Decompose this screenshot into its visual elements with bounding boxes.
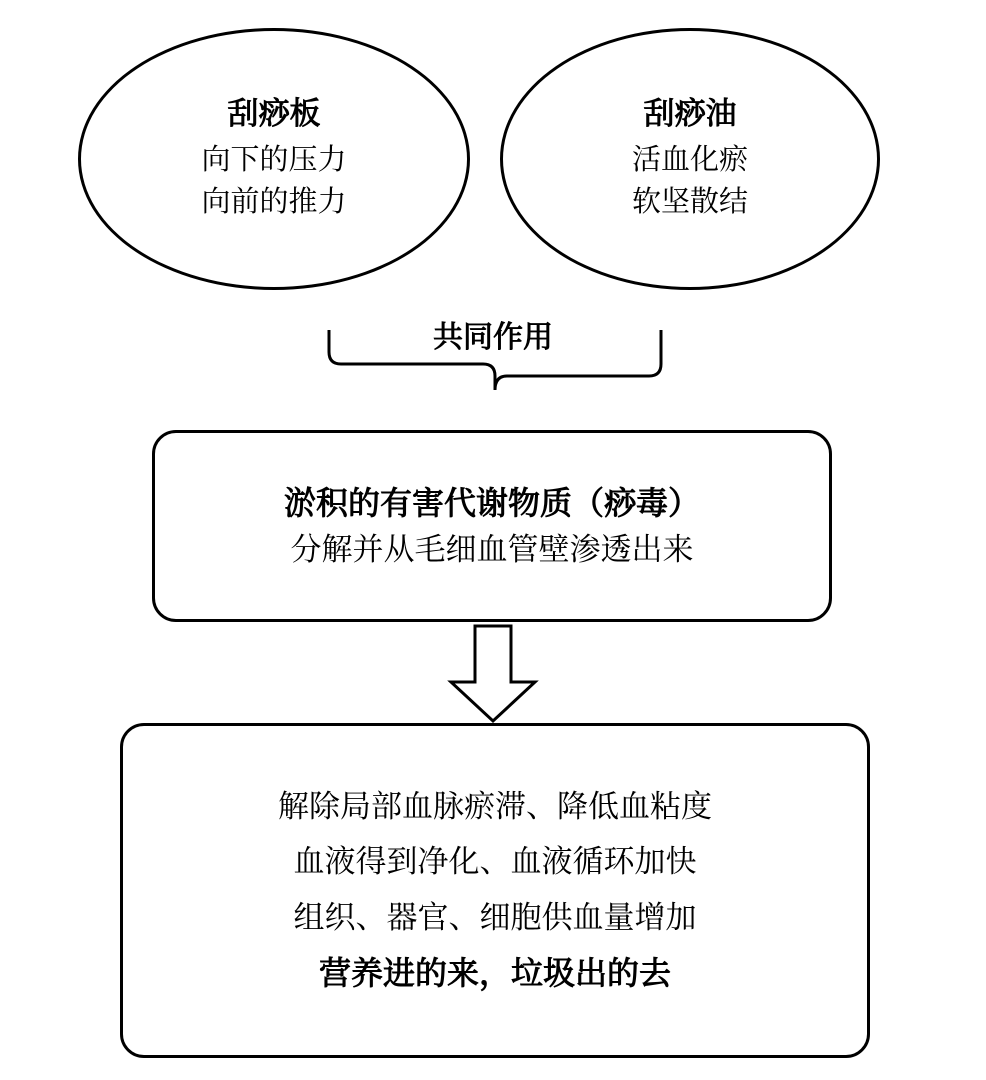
bottom-box-line-3: 组织、器官、细胞供血量增加 <box>293 899 697 935</box>
bottom-box-line-4: 营养进的来，垃圾出的去 <box>318 954 671 991</box>
ellipse-right-line-1: 活血化瘀 <box>631 144 748 177</box>
ellipse-left-line-1: 向下的压力 <box>201 144 347 177</box>
ellipse-right-title: 刮痧油 <box>643 95 737 131</box>
node-ellipse-right <box>500 28 880 290</box>
node-ellipse-left <box>78 28 470 290</box>
middle-box-line-1: 淤积的有害代谢物质（痧毒） <box>283 484 700 521</box>
ellipse-left-line-2: 向前的推力 <box>201 186 347 219</box>
bottom-box-line-2: 血液得到净化、血液循环加快 <box>293 844 697 880</box>
brace-label: 共同作用 <box>433 321 553 354</box>
down-block-arrow-icon <box>443 624 543 724</box>
node-middle-box <box>152 430 832 622</box>
ellipse-right-line-2: 软坚散结 <box>631 186 748 219</box>
node-bottom-box <box>120 723 870 1058</box>
middle-box-line-2: 分解并从毛细血管壁渗透出来 <box>290 531 694 567</box>
curly-brace-icon <box>325 330 665 410</box>
ellipse-left-title: 刮痧板 <box>227 95 321 131</box>
bottom-box-line-1: 解除局部血脉瘀滞、降低血粘度 <box>278 789 712 825</box>
